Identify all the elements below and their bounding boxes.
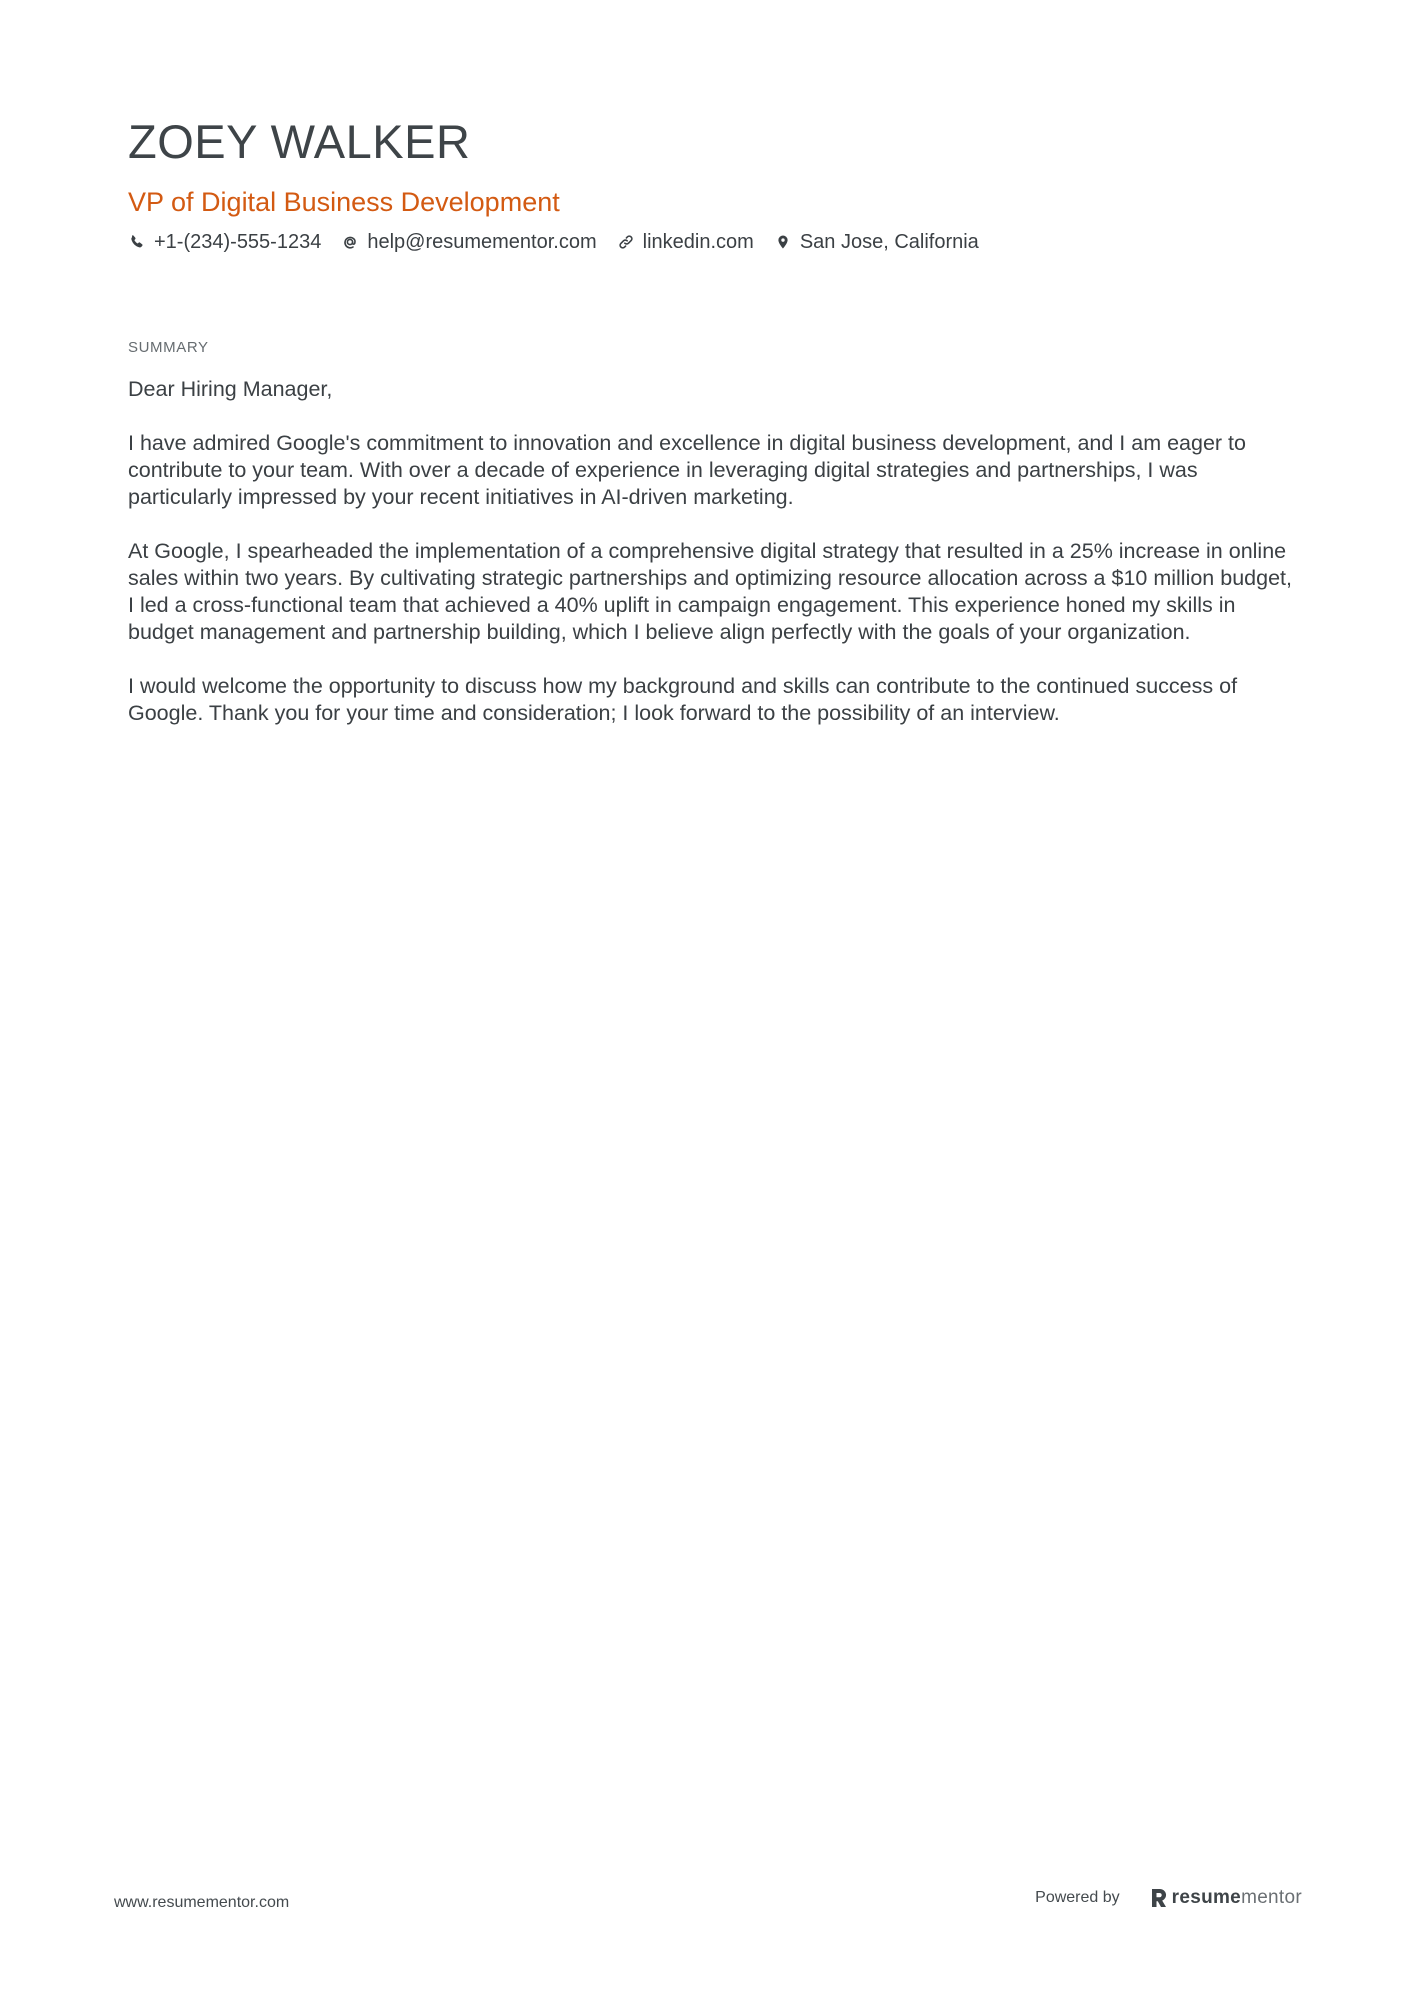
brand-logo-icon [1150, 1887, 1168, 1909]
brand-name [1172, 1887, 1302, 1909]
footer-website-link[interactable]: www.resumementor.com [114, 1894, 290, 1911]
contact-location [774, 228, 979, 256]
section-title: SUMMARY [128, 339, 209, 356]
paragraph-3: I would welcome the opportunity to discuss how my background and skills can contribute to the continued success of Google. Thank you for your time and consideration; I look forward to the possibility of an interview. [128, 674, 1238, 725]
contact-phone-text: +1-(234)-555-1234 [154, 231, 322, 253]
link-icon [617, 233, 635, 251]
contact-email[interactable] [341, 228, 596, 256]
job-title: VP of Digital Business Development [128, 187, 560, 217]
paragraph-2: At Google, I spearheaded the implementation of a comprehensive digital strategy that resulted in a 25% increase in online sales within two years. By cultivating strategic partnerships and optimizing resource allocation across a $10 million budget, I led a cross-functional team that achieved a 40% uplift in campaign engagement. This experience honed my skills in budget management and partnership building, which I believe align perfectly with the goals of your organization. [128, 539, 1292, 644]
contact-email-text: help@resumementor.com [367, 231, 597, 253]
contact-linkedin[interactable] [617, 228, 754, 256]
paragraph-1: I have admired Google's commitment to innovation and excellence in digital business development, and I am eager to contribute to your team. With over a decade of experience in leveraging digital strategies and partnerships, I was particularly impressed by your recent initiatives in AI-driven marketing. [128, 431, 1246, 509]
brand-name-bold: resume [1171, 1887, 1242, 1908]
contact-phone [128, 228, 321, 256]
summary-section [128, 338, 1298, 754]
powered-by-text: Powered by [1035, 1889, 1120, 1906]
contact-location-text: San Jose, California [799, 231, 979, 253]
greeting: Dear Hiring Manager, [128, 377, 333, 401]
footer-branding [1035, 1887, 1302, 1909]
at-icon [341, 233, 359, 251]
candidate-name: ZOEY WALKER [128, 115, 471, 168]
header [128, 112, 1288, 256]
contact-info [128, 228, 1288, 256]
contact-linkedin-text: linkedin.com [642, 231, 754, 253]
letter-body [128, 376, 1298, 727]
location-pin-icon [774, 233, 792, 251]
phone-icon [128, 233, 146, 251]
brand-name-light: mentor [1241, 1887, 1302, 1908]
brand-logo-link[interactable] [1150, 1887, 1302, 1909]
